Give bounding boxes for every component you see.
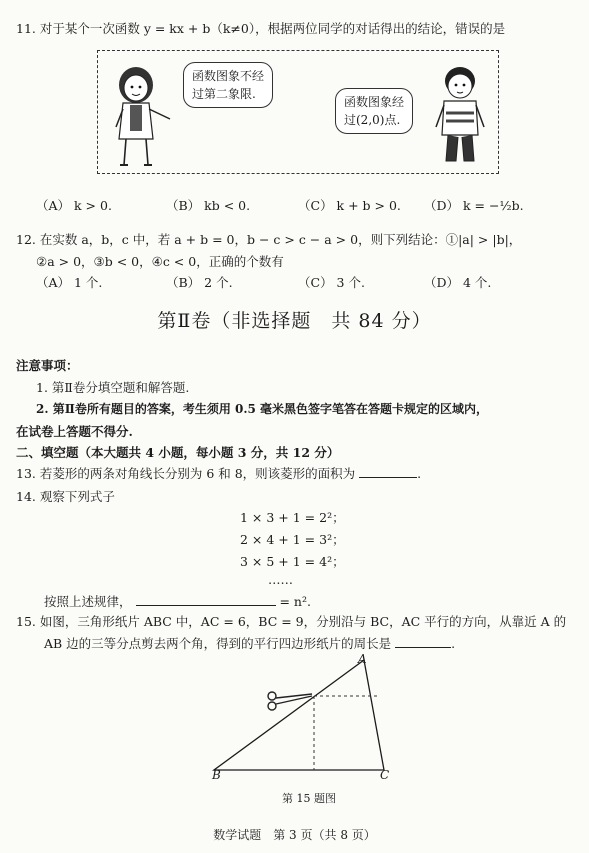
q12-option-c: （C） 3 个. [298, 275, 365, 290]
notes-heading: 注意事项： [16, 358, 79, 373]
page-footer: 数学试题 第 3 页（共 8 页） [213, 828, 376, 842]
vertex-label-a: A [358, 652, 367, 666]
notes-item-1: 1. 第Ⅱ卷分填空题和解答题. [36, 380, 190, 395]
vertex-label-c: C [380, 768, 390, 782]
q14-stem: 14. 观察下列式子 [16, 489, 115, 504]
notes-item-2: 2. 第Ⅱ卷所有题目的答案，考生须用 0.5 毫米黑色签字笔答在答题卡规定的区域内， [36, 402, 489, 416]
q12-line1: 12. 在实数 a，b，c 中，若 a + b = 0，b − c > c − a > 0，则下列结论：①|a| > |b|， [16, 232, 522, 247]
q11-option-c: （C） k + b > 0. [298, 198, 401, 213]
dialogue-box [97, 50, 499, 174]
q14-equation-1: 1 × 3 + 1 = 2²； [240, 510, 345, 525]
q12-option-d: （D） 4 个. [424, 275, 492, 290]
part2-heading: 二、填空题（本大题共 4 小题，每小题 3 分，共 12 分） [16, 445, 340, 460]
notes-item-2-cont: 在试卷上答题不得分. [16, 424, 133, 439]
q12-option-b: （B） 2 个. [166, 275, 233, 290]
q12-option-a: （A） 1 个. [36, 275, 103, 290]
q15-answer-blank [395, 647, 451, 648]
q15-line2: AB 边的三等分点剪去两个角，得到的平行四边形纸片的周长是 . [44, 636, 456, 651]
triangle-figure [200, 652, 400, 782]
q13-stem: 13. 若菱形的两条对角线长分别为 6 和 8，则该菱形的面积为 . [16, 466, 422, 481]
bubble-left: 函数图象不经 过第二象限. [183, 62, 273, 108]
q11-option-b: （B） kb < 0. [166, 198, 251, 213]
girl-illustration [108, 61, 188, 169]
q13-answer-blank [359, 477, 417, 478]
q14-equation-3: 3 × 5 + 1 = 4²； [240, 554, 345, 569]
q14-rule: 按照上述规律， = n². [44, 594, 311, 609]
section-title: 第Ⅱ卷（非选择题 共 84 分） [157, 310, 432, 332]
q14-answer-blank [136, 605, 276, 606]
q14-equation-2: 2 × 4 + 1 = 3²； [240, 532, 345, 547]
q12-line2: ②a > 0，③b < 0，④c < 0，正确的个数有 [36, 254, 284, 269]
boy-illustration [428, 61, 492, 169]
q11-option-d: （D） k = −½b. [424, 198, 524, 213]
q14-ellipsis: …… [268, 572, 293, 587]
figure-caption: 第 15 题图 [282, 792, 336, 805]
vertex-label-b: B [212, 768, 221, 782]
q15-line1: 15. 如图，三角形纸片 ABC 中，AC = 6，BC = 9，分别沿与 BC，AC 平行的方向，从靠近 A 的 [16, 614, 567, 629]
q11-option-a: （A） k > 0. [36, 198, 112, 213]
q11-stem: 11. 对于某个一次函数 y = kx + b（k≠0），根据两位同学的对话得出的结论，错误的是 [16, 21, 506, 36]
bubble-right: 函数图象经 过(2,0)点. [335, 88, 413, 134]
